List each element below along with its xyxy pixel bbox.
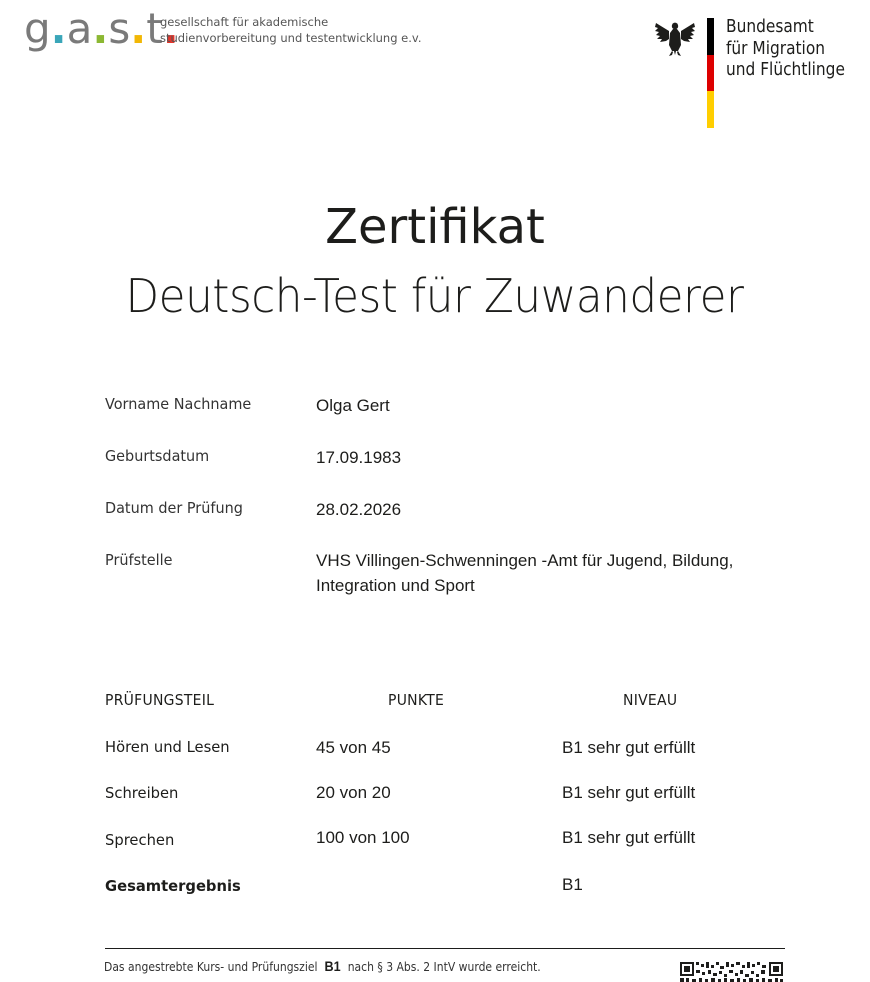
table-row-points: 20 von 20 <box>316 783 391 802</box>
bamf-logo-text <box>726 17 845 82</box>
bamf-line: für Migration <box>726 38 826 59</box>
gast-logo-dot: . <box>92 4 109 53</box>
birthdate-value: 17.09.1983 <box>316 448 402 467</box>
table-row-points: 45 von 45 <box>316 738 391 757</box>
footer-statement <box>104 958 541 974</box>
footer-text-before: Das angestrebte Kurs- und Prüfungsziel <box>104 960 318 974</box>
column-header-points: PUNKTE <box>388 691 445 709</box>
table-row-level: B1 sehr gut erfüllt <box>562 738 696 757</box>
test-center-line: VHS Villingen-Schwenningen -Amt für Jugend, Bildung, <box>316 551 734 570</box>
name-value: Olga Gert <box>316 396 390 415</box>
table-row-points: 100 von 100 <box>316 828 410 847</box>
footer-text-after: nach § 3 Abs. 2 IntV wurde erreicht. <box>347 960 541 974</box>
gast-logo-letter: a <box>66 4 93 53</box>
footer-target-level: B1 <box>324 958 341 974</box>
qr-code-icon <box>680 962 783 982</box>
column-header-level: NIVEAU <box>623 691 678 709</box>
table-row-level: B1 sehr gut erfüllt <box>562 783 696 802</box>
bamf-line: Bundesamt <box>726 17 814 37</box>
certificate-subtitle: Deutsch-Test für Zuwanderer <box>125 269 744 323</box>
footer-divider <box>105 948 785 949</box>
test-center-label: Prüfstelle <box>105 551 173 569</box>
test-center-value <box>316 548 733 598</box>
gast-logo-letter: t <box>146 4 163 53</box>
german-flag-bar <box>707 18 714 128</box>
gast-logo <box>24 4 179 53</box>
table-row-part: Sprechen <box>105 831 175 849</box>
table-row-part: Hören und Lesen <box>105 738 230 756</box>
gast-logo-dot: . <box>50 4 67 53</box>
gast-tagline-line: studienvorbereitung und testentwicklung e.v. <box>160 31 422 45</box>
table-row-part: Schreiben <box>105 784 179 802</box>
federal-eagle-icon <box>654 17 696 57</box>
exam-date-value: 28.02.2026 <box>316 500 402 519</box>
gast-tagline <box>160 14 421 46</box>
total-result-level: B1 <box>562 875 583 894</box>
test-center-line: Integration und Sport <box>316 576 475 595</box>
column-header-part: PRÜFUNGSTEIL <box>105 691 215 709</box>
exam-date-label: Datum der Prüfung <box>105 499 243 517</box>
total-result-label: Gesamtergebnis <box>105 877 241 895</box>
bamf-line: und Flüchtlinge <box>726 60 845 80</box>
table-row-level: B1 sehr gut erfüllt <box>562 828 696 847</box>
name-label: Vorname Nachname <box>105 395 252 413</box>
gast-logo-letter: g <box>24 4 51 53</box>
gast-tagline-line: gesellschaft für akademische <box>160 15 329 29</box>
gast-logo-dot: . <box>162 4 179 53</box>
birthdate-label: Geburtsdatum <box>105 447 210 465</box>
gast-logo-letter: s <box>108 4 131 53</box>
certificate-title: Zertifikat <box>325 199 545 255</box>
gast-logo-dot: . <box>130 4 147 53</box>
